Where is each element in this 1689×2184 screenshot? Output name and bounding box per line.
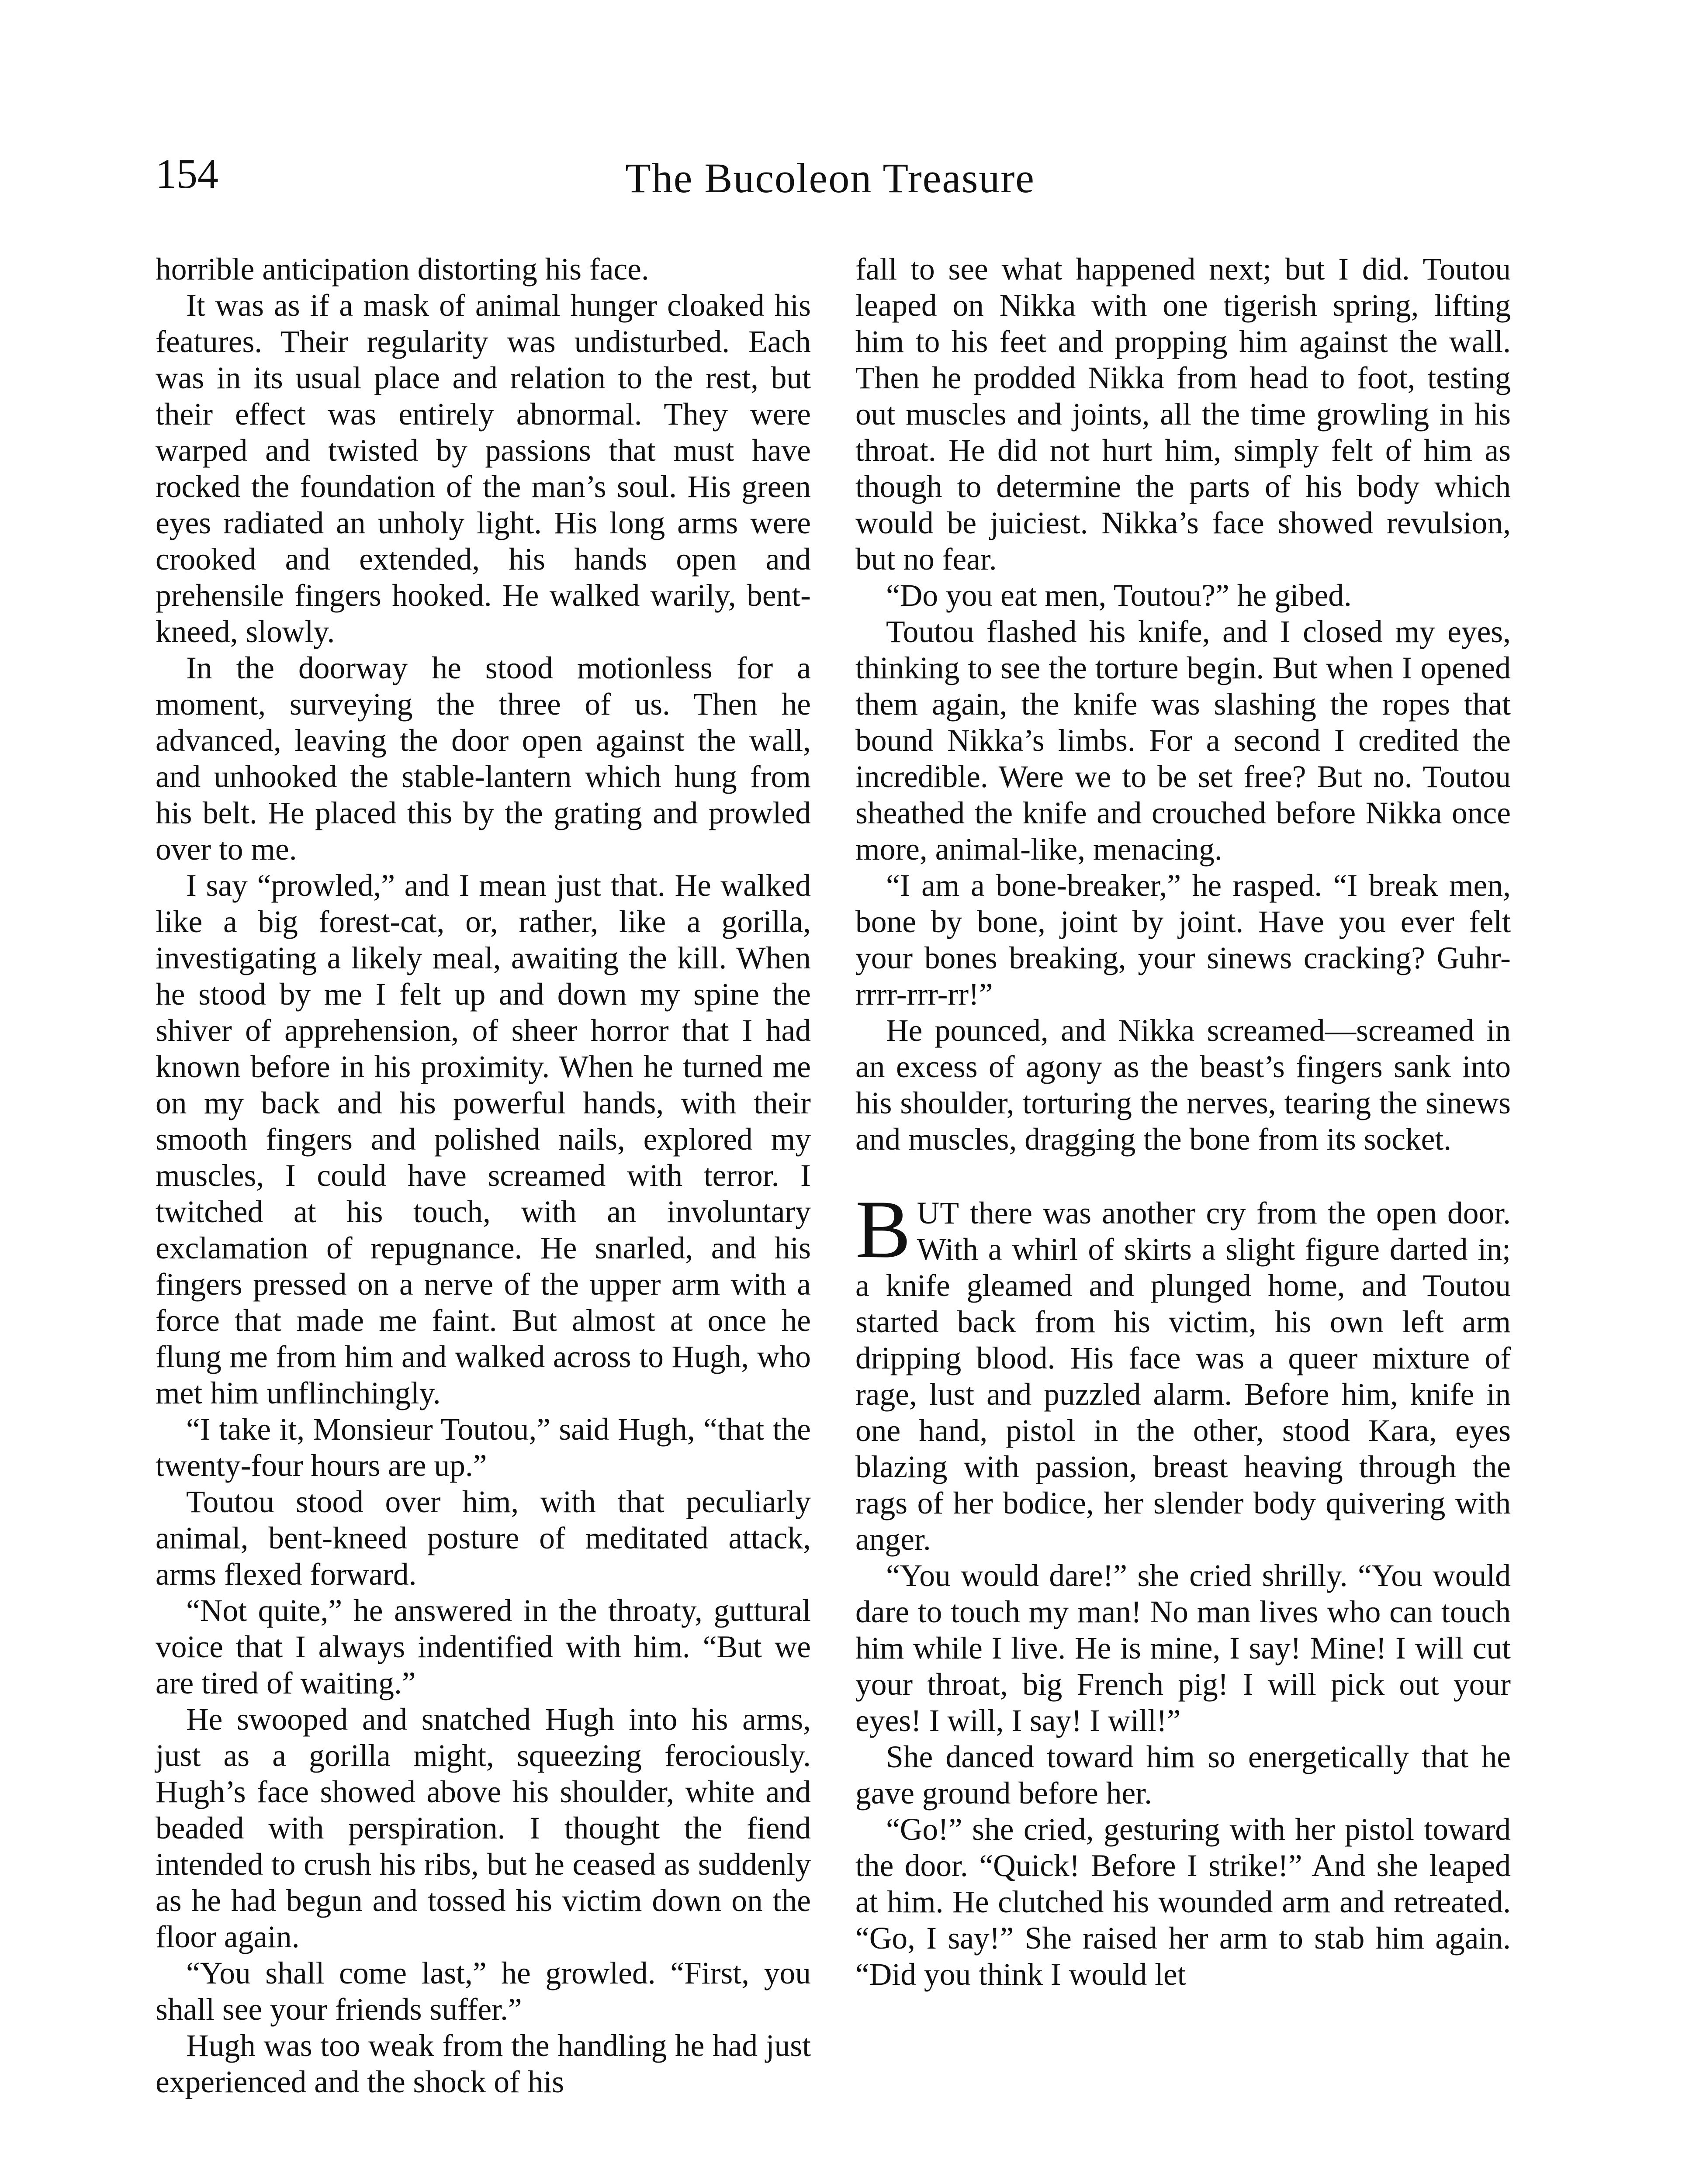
paragraph: “I am a bone-breaker,” he rasped. “I break men, bone by bone, joint by joint. Have you ever felt your bones breaking, your sinews cracking? Guhr-rrrr-rrr-rr!” <box>855 868 1511 1012</box>
paragraph: Hugh was too weak from the handling he had just experienced and the shock of his <box>156 2028 811 2099</box>
page-number: 154 <box>156 150 218 197</box>
paragraph: I say “prowled,” and I mean just that. He walked like a big forest-cat, or, rather, like a gorilla, investigating a likely meal, awaiting the kill. When he stood by me I felt up and down my spine the shiver of apprehension, of sheer horror that I had known before in his proximity. When he turned me on my back and his powerful hands, with their smooth fingers and polished nails, explored my muscles, I could have screamed with terror. I twitched at his touch, with an involuntary exclamation of repugnance. He snarled, and his fingers pressed on a nerve of the upper arm with a force that made me faint. But almost at once he flung me from him and walked across to Hugh, who met him unflinchingly. <box>156 868 811 1410</box>
right-column <box>855 251 1511 1993</box>
paragraph: “Go!” she cried, gesturing with her pistol toward the door. “Quick! Before I strike!” And she leaped at him. He clutched his wounded arm and retreated. “Go, I say!” She raised her arm to stab him again. “Did you think I would let <box>855 1812 1511 1992</box>
paragraph: “You would dare!” she cried shrilly. “You would dare to touch my man! No man lives who can touch him while I live. He is mine, I say! Mine! I will cut your throat, big French pig! I will pick out your eyes! I will, I say! I will!” <box>855 1559 1511 1738</box>
paragraph: It was as if a mask of animal hunger cloaked his features. Their regularity was undisturbed. Each was in its usual place and relation to the rest, but their effect was entirely abnormal. They were warped and twisted by passions that must have rocked the foundation of the man’s soul. His green eyes radiated an unholy light. His long arms were crooked and extended, his hands open and prehensile fingers hooked. He walked warily, bent-kneed, slowly. <box>156 288 811 649</box>
paragraph: horrible anticipation distorting his face. <box>156 252 649 287</box>
left-column <box>156 251 811 2100</box>
paragraph: “I take it, Monsieur Toutou,” said Hugh, “that the twenty-four hours are up.” <box>156 1412 811 1483</box>
paragraph-text: there was another cry from the open door. With a whirl of skirts a slight figure darted in; a knife gleamed and plunged home, and Toutou started back from his victim, his own left arm dripping blood. His face was a queer mixture of rage, lust and puzzled alarm. Before him, knife in one hand, pistol in the other, stood Kara, eyes blazing with passion, breast heaving through the rags of her bodice, her slender body quivering with anger. <box>855 1196 1511 1557</box>
paragraph: She danced toward him so energetically that he gave ground before her. <box>855 1740 1511 1811</box>
paragraph: “You shall come last,” he growled. “First, you shall see your friends suffer.” <box>156 1956 811 2027</box>
small-caps-lead: UT <box>917 1196 960 1230</box>
section-opening-paragraph <box>855 1184 1511 1558</box>
paragraph: He pounced, and Nikka screamed—screamed in an excess of agony as the beast’s fingers sank into his shoulder, torturing the nerves, tearing the sinews and muscles, dragging the bone from its socket. <box>855 1013 1511 1157</box>
paragraph: Toutou flashed his knife, and I closed my eyes, thinking to see the torture begin. But when I opened them again, the knife was slashing the ropes that bound Nikka’s limbs. For a second I credited the incredible. Were we to be set free? But no. Toutou sheathed the knife and crouched before Nikka once more, animal-like, menacing. <box>855 615 1511 867</box>
paragraph: “Not quite,” he answered in the throaty, guttural voice that I always indentified with him. “But we are tired of waiting.” <box>156 1593 811 1700</box>
paragraph: “Do you eat men, Toutou?” he gibed. <box>886 578 1352 613</box>
drop-cap: B <box>855 1184 911 1275</box>
paragraph: In the doorway he stood motionless for a moment, surveying the three of us. Then he advanced, leaving the door open against the wall, and unhooked the stable-lantern which hung from his belt. He placed this by the grating and prowled over to me. <box>156 651 811 867</box>
paragraph: fall to see what happened next; but I did. Toutou leaped on Nikka with one tigerish spring, lifting him to his feet and propping him against the wall. Then he prodded Nikka from head to foot, testing out muscles and joints, all the time growling in his throat. He did not hurt him, simply felt of him as though to determine the parts of his body which would be juiciest. Nikka’s face showed revulsion, but no fear. <box>855 252 1511 577</box>
running-title: The Bucoleon Treasure <box>625 155 1035 201</box>
paragraph: Toutou stood over him, with that peculiarly animal, bent-kneed posture of meditated attack, arms flexed forward. <box>156 1485 811 1592</box>
paragraph: He swooped and snatched Hugh into his arms, just as a gorilla might, squeezing ferociously. Hugh’s face showed above his shoulder, white and beaded with perspiration. I thought the fiend intended to crush his ribs, but he ceased as suddenly as he had begun and tossed his victim down on the floor again. <box>156 1702 811 1954</box>
